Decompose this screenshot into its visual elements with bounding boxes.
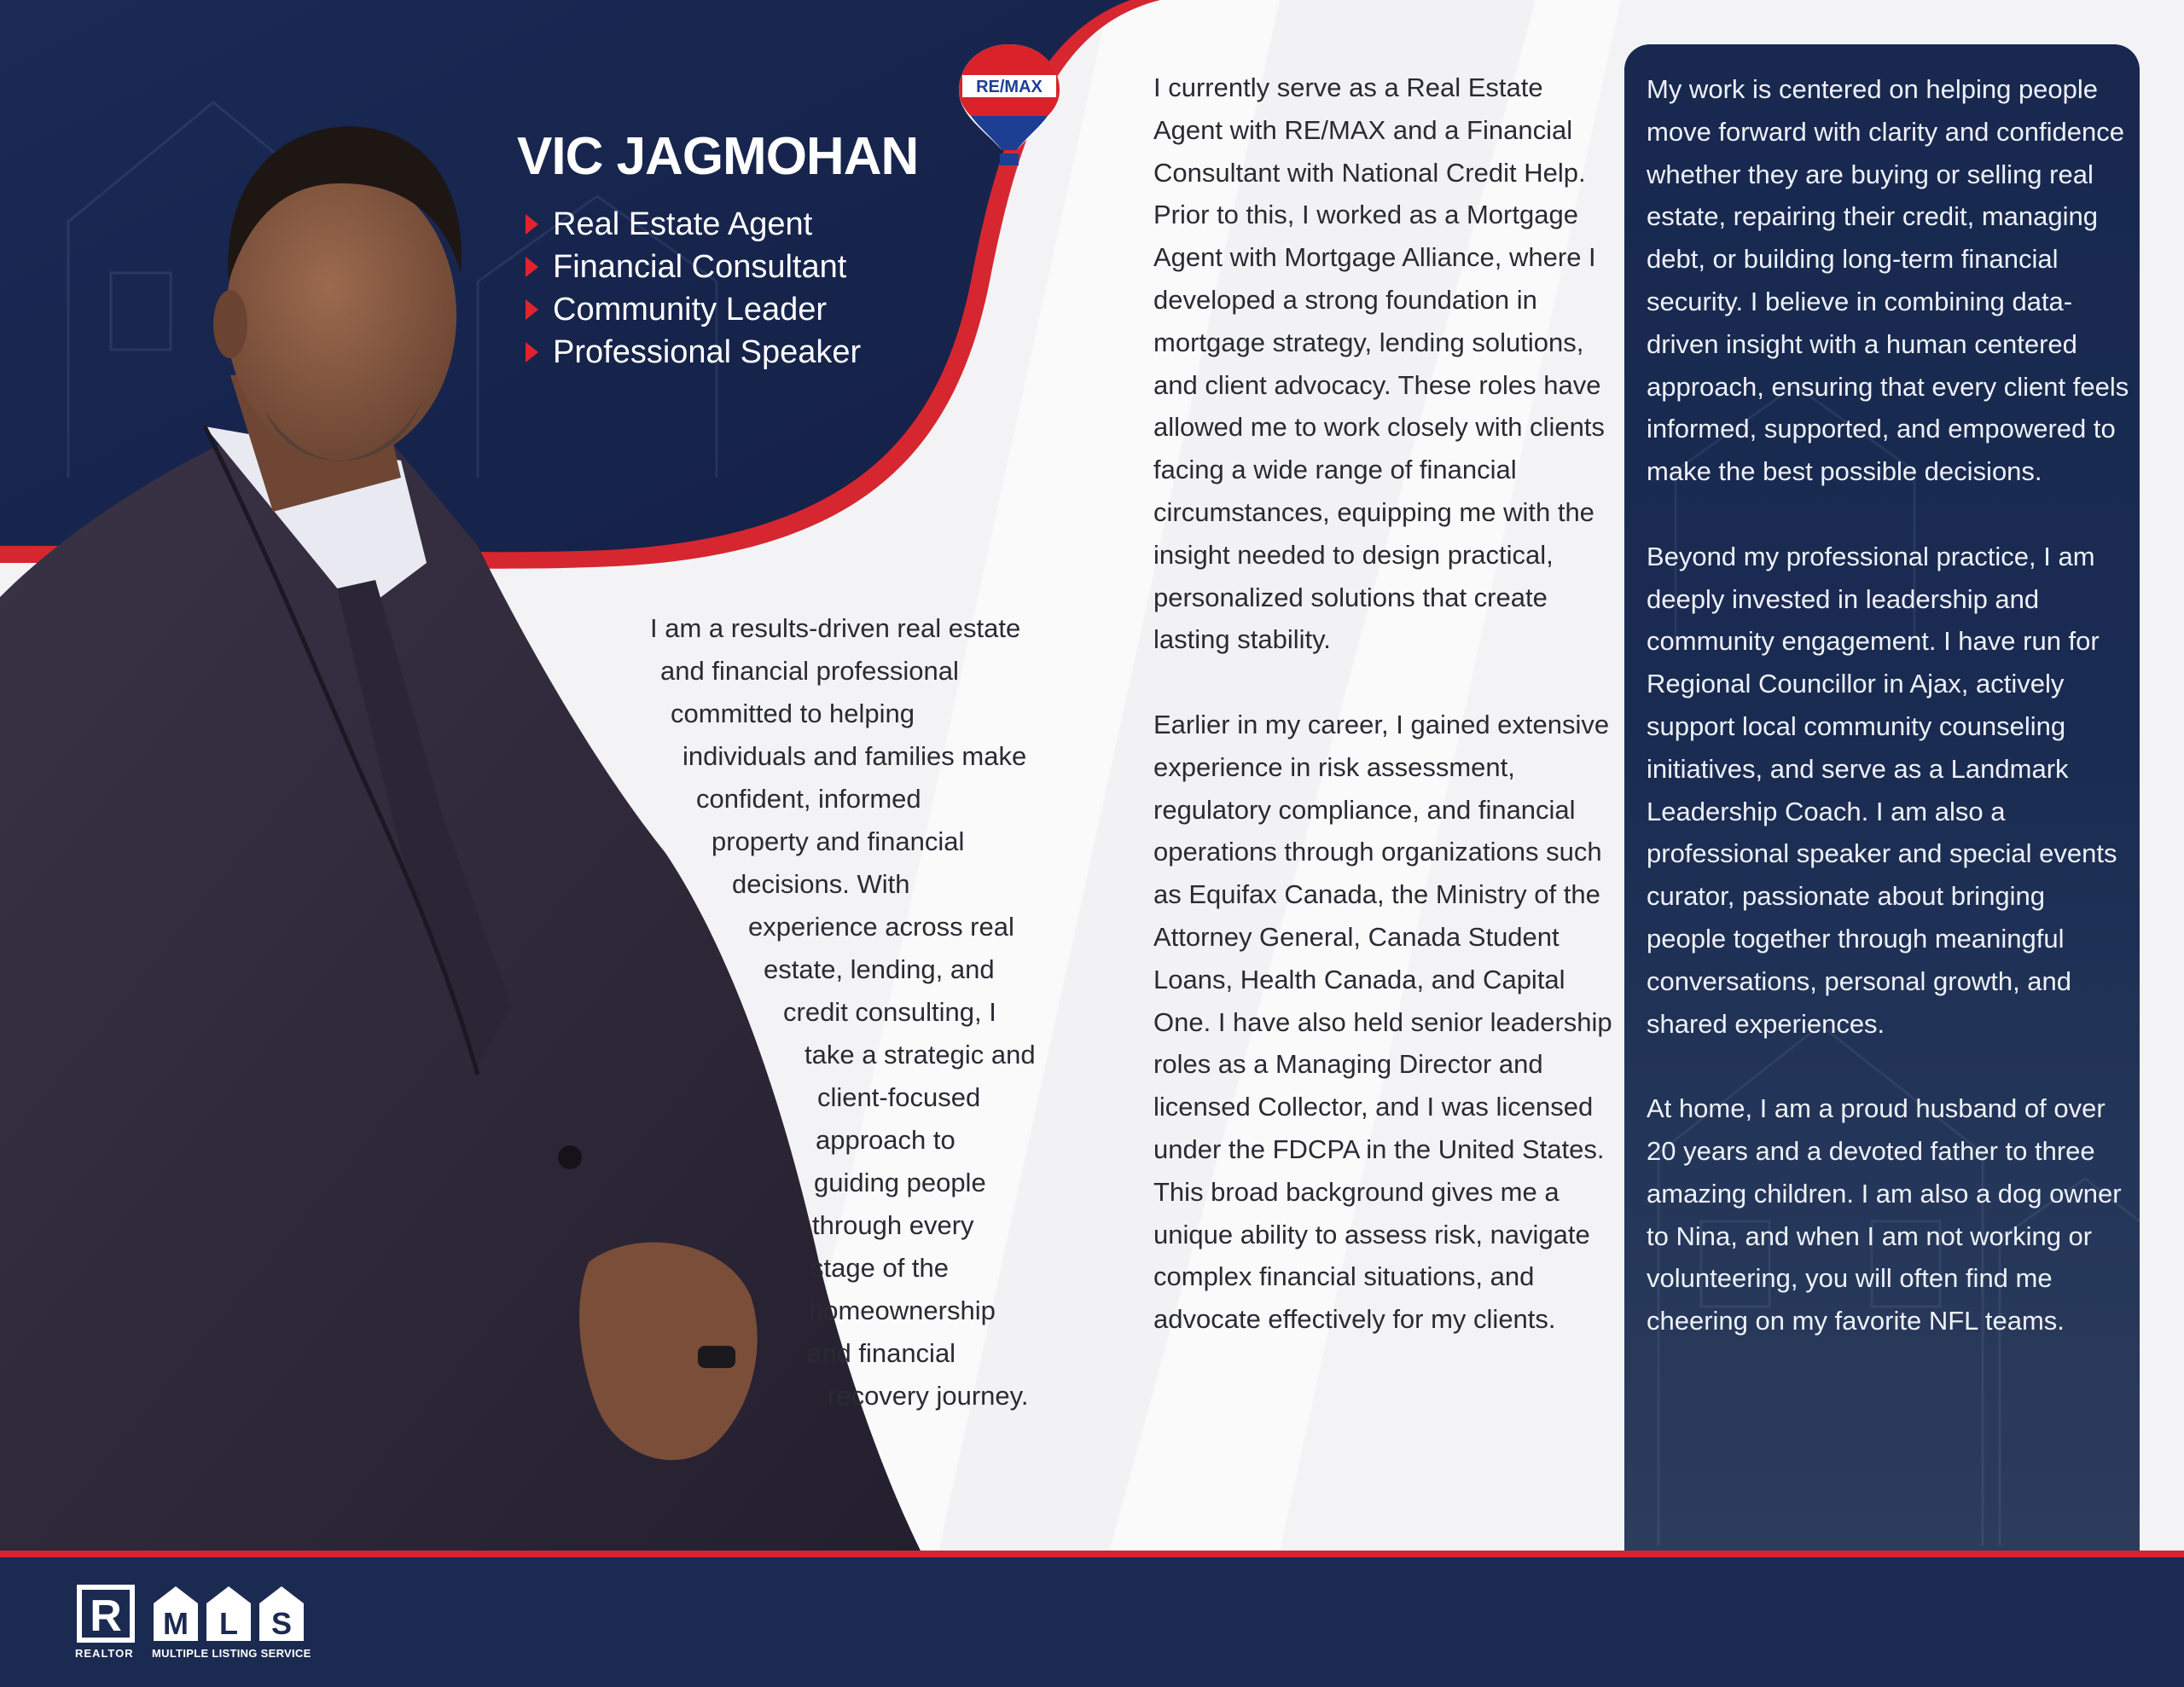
intro-text xyxy=(631,607,1075,1417)
role-item xyxy=(520,203,861,246)
role-list xyxy=(520,203,861,374)
mls-letter: S xyxy=(270,1606,293,1641)
realtor-logo-icon xyxy=(77,1585,135,1643)
role-label: Real Estate Agent xyxy=(553,206,813,242)
intro-line: credit consulting, I xyxy=(783,997,996,1027)
career-column xyxy=(1153,67,1614,1383)
remax-balloon-logo xyxy=(954,41,1065,177)
mls-letter: M xyxy=(163,1606,189,1641)
role-item xyxy=(520,288,861,331)
intro-line: and financial professional xyxy=(660,656,959,686)
intro-line: recovery journey. xyxy=(828,1381,1029,1411)
agent-name: VIC JAGMOHAN xyxy=(517,127,919,186)
intro-line: client-focused xyxy=(817,1082,981,1112)
career-paragraph: I currently serve as a Real Estate Agent with RE/MAX and a Financial Consultant with National Credit Help. Prior to this, I worked as a Mortgage Agent with Mortgage Alliance, where I developed a strong foundation in mortgage strategy, lending solutions, and client advocacy. These roles have allowed me to work closely with clients facing a wide range of financial circumstances, equipping me with the insight needed to design practical, personalized solutions that create lasting stability. xyxy=(1153,72,1605,655)
intro-line: confident, informed xyxy=(696,784,921,814)
footer-band xyxy=(0,1557,2184,1687)
intro-line: estate, lending, and xyxy=(764,954,995,984)
intro-line: guiding people xyxy=(814,1168,986,1197)
career-paragraph: Earlier in my career, I gained extensive experience in risk assessment, regulatory compliance, and financial operations through organizations such as Equifax Canada, the Ministry of the Attorney General, Canada Student Loans, Health Canada, and Capital One. I have also held senior leadership roles as a Managing Director and licensed Collector, and I was licensed under the FDCPA in the United States. This broad background gives me a unique ability to assess risk, navigate complex financial situations, and advocate effectively for my clients. xyxy=(1153,709,1612,1335)
realtor-mark: R xyxy=(90,1591,122,1641)
role-label: Financial Consultant xyxy=(553,249,847,285)
red-arrow-icon xyxy=(526,257,538,277)
intro-line: and financial xyxy=(807,1338,956,1368)
mls-label: MULTIPLE LISTING SERVICE xyxy=(152,1647,311,1660)
intro-line: decisions. With xyxy=(732,869,910,899)
realtor-label: REALTOR xyxy=(75,1647,134,1660)
red-arrow-icon xyxy=(526,342,538,362)
role-label: Professional Speaker xyxy=(553,334,862,370)
remax-logo-text: RE/MAX xyxy=(976,78,1043,96)
intro-line: committed to helping xyxy=(671,699,915,728)
role-item xyxy=(520,331,861,374)
intro-line: property and financial xyxy=(712,826,965,856)
role-item xyxy=(520,246,861,288)
intro-line: individuals and families make xyxy=(682,741,1027,771)
footer-red-stripe xyxy=(0,1551,2184,1557)
intro-line: stage of the xyxy=(810,1253,950,1283)
intro-line: take a strategic and xyxy=(804,1040,1036,1070)
bio-paragraph: At home, I am a proud husband of over 20 years and a devoted father to three amazing children. I am also a dog owner to Nina, and when I am not working or volunteering, you will often find me cheering on my favorite NFL teams. xyxy=(1647,1093,2122,1336)
red-arrow-icon xyxy=(526,214,538,235)
role-label: Community Leader xyxy=(553,292,828,328)
intro-line: I am a results-driven real estate xyxy=(650,613,1021,643)
bio-paragraph: Beyond my professional practice, I am deeply invested in leadership and community engagement. I have run for Regional Councillor in Ajax, actively support local community counseling initiatives, and serve as a Landmark Leadership Coach. I am also a professional speaker and special events curator, passionate about bringing people together through meaningful conversations, personal growth, and shared experiences. xyxy=(1647,541,2117,1039)
intro-line: homeownership xyxy=(809,1296,996,1325)
bio-paragraph: My work is centered on helping people move forward with clarity and confidence whether they are buying or selling real estate, repairing their credit, managing debt, or building long-term financial security. I believe in combining data-driven insight with a human centered approach, ensuring that every client feels informed, supported, and empowered to make the best possible decisions. xyxy=(1647,74,2129,487)
red-arrow-icon xyxy=(526,299,538,320)
mls-letter: L xyxy=(219,1606,238,1641)
intro-line: experience across real xyxy=(748,912,1014,942)
mls-logo-icon xyxy=(150,1581,312,1644)
intro-line: through every xyxy=(812,1210,974,1240)
intro-line: approach to xyxy=(816,1125,956,1155)
bio-panel-text xyxy=(1647,68,2129,1385)
bio-panel xyxy=(1624,44,2140,1554)
